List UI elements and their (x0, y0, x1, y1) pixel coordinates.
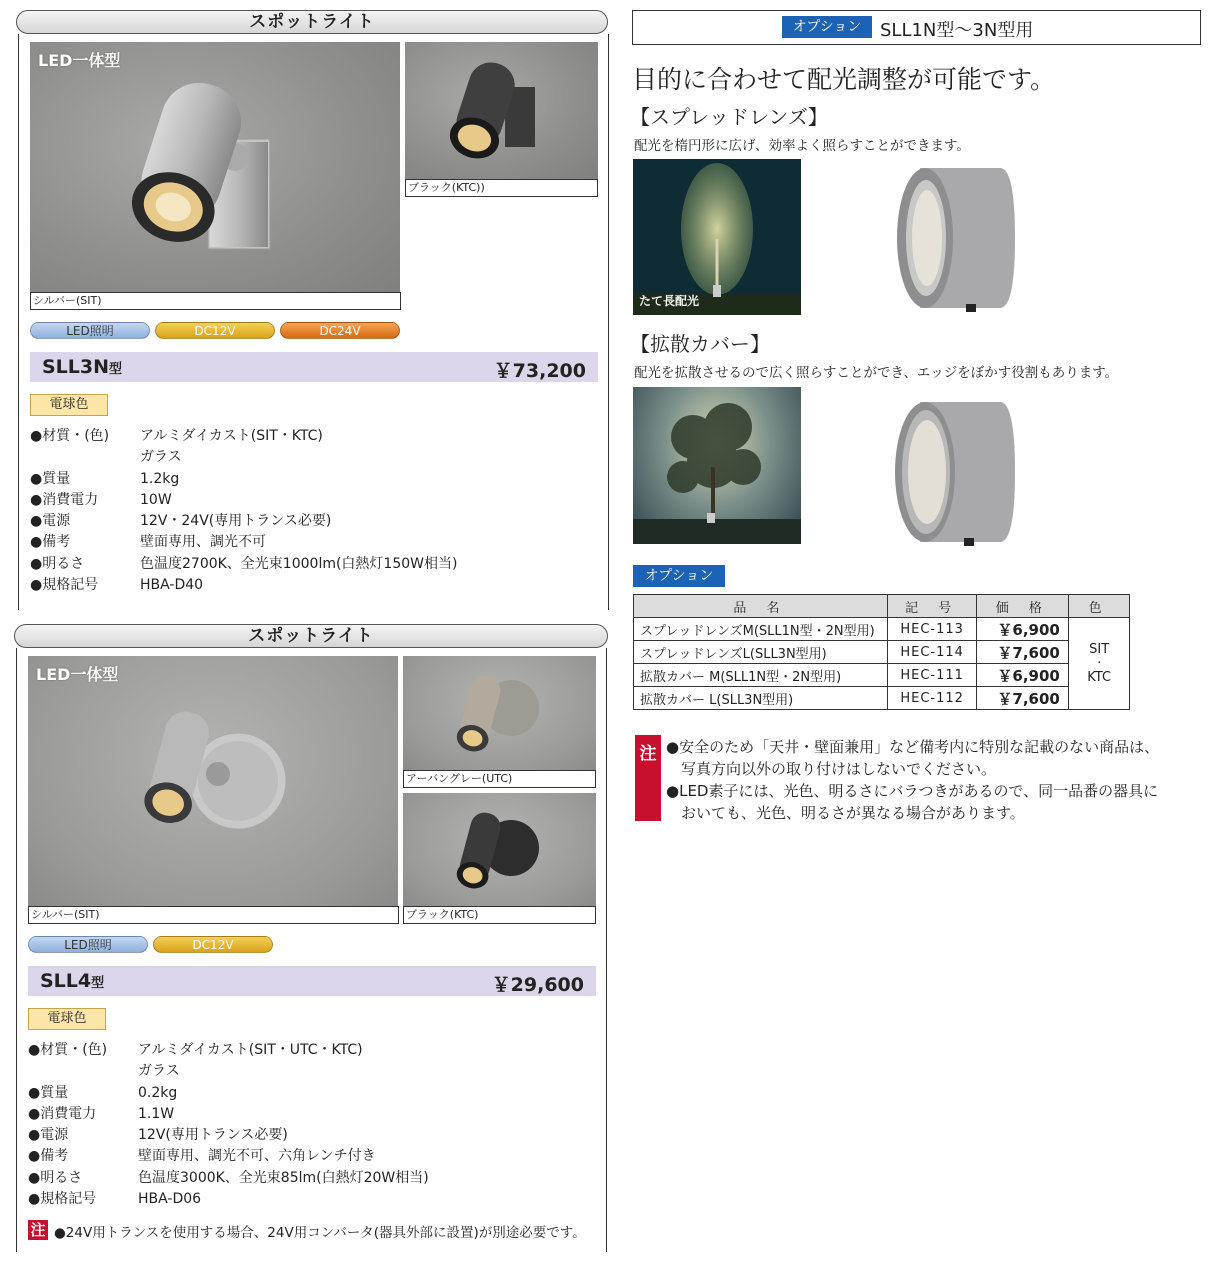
spec-row (28, 1061, 598, 1082)
option-table-badge: オプション (633, 565, 725, 587)
spotlight-illustration (28, 656, 398, 908)
spotlight-thumb-illustration (405, 42, 598, 180)
spotlight-thumb-illustration (403, 793, 596, 907)
section-title: スポットライト (249, 12, 375, 32)
spec-value: ガラス (140, 449, 182, 466)
spec-row (30, 490, 600, 511)
spec-value: 色温度2700K、全光束1000lm(白熱灯150W相当) (140, 555, 458, 572)
spec-value: 1.2kg (140, 470, 180, 487)
spec-value: 10W (140, 491, 172, 508)
note-text: ●24V用トランスを使用する場合、24V用コンバータ(器具外部に設置)が別途必要です。 (54, 1225, 586, 1241)
section-header-spotlight-2 (14, 624, 608, 648)
photo-label: LED一体型 (36, 665, 119, 684)
note-mark: 注 (635, 735, 661, 821)
section-header-spotlight-1 (16, 10, 608, 34)
spec-row (28, 1189, 598, 1210)
spec-key: ●材質・(色) (28, 1042, 108, 1058)
option-name: スプレッドレンズL(SLL3N型用) (634, 641, 888, 664)
photo-caption: たて長配光 (639, 294, 700, 308)
product-photo-urban-grey (403, 656, 596, 770)
spec-key: ●消費電力 (30, 491, 99, 508)
option-price-table (633, 594, 1130, 710)
spread-lens-desc: 配光を楕円形に広げ、効率よく照らすことができます。 (634, 138, 970, 154)
model-price: ￥73,200 (493, 360, 586, 382)
model-price: ￥29,600 (491, 974, 584, 996)
note-line: ●LED素子には、光色、明るさにバラつきがあるので、同一品番の器具に (666, 782, 1159, 800)
table-row (634, 664, 1130, 687)
spec-key: ●質量 (30, 470, 71, 487)
spread-lens-title: 【スプレッドレンズ】 (630, 105, 828, 129)
spread-lens-product-photo (880, 158, 1040, 318)
note-line: おいても、光色、明るさが異なる場合があります。 (666, 804, 1025, 822)
col-header-color: 色 (1069, 595, 1130, 618)
spec-row (28, 1104, 598, 1125)
option-price: ￥7,600 (977, 687, 1069, 710)
badge-led: LED照明 (30, 322, 150, 339)
option-code: HEC-112 (887, 687, 977, 710)
section-divider (608, 34, 609, 610)
spec-row (28, 1083, 598, 1104)
diffuse-cover-product-photo (880, 392, 1040, 552)
section-divider (18, 34, 19, 610)
option-name: 拡散カバー L(SLL3N型用) (634, 687, 888, 710)
badge-dc24v: DC24V (280, 322, 400, 339)
diffuse-cover-scene-photo (633, 387, 801, 544)
note-line: ●安全のため「天井・壁面兼用」など備考内に特別な記載のない商品は、 (666, 738, 1160, 756)
option-price: ￥7,600 (977, 641, 1069, 664)
spec-row (28, 1146, 598, 1167)
option-code: HEC-111 (887, 664, 977, 687)
section-title: スポットライト (248, 626, 374, 646)
spec-key (30, 447, 140, 468)
spread-lens-scene-photo (633, 159, 801, 315)
badge-led: LED照明 (28, 936, 148, 953)
spec-key: ●規格記号 (30, 577, 99, 594)
spec-row (28, 1168, 598, 1189)
spec-key: ●規格記号 (28, 1191, 97, 1208)
option-color: SIT · KTC (1069, 618, 1130, 710)
spec-key: ●消費電力 (28, 1105, 97, 1122)
spec-value: 色温度3000K、全光束85lm(白熱灯20W相当) (138, 1169, 429, 1186)
product-photo-black (403, 793, 596, 907)
table-row (634, 618, 1130, 641)
tree-light-illustration (633, 387, 801, 544)
spec-value: 壁面専用、調光不可 (140, 534, 266, 551)
spec-value: 壁面専用、調光不可、六角レンチ付き (138, 1148, 376, 1165)
col-header-price: 価 格 (977, 595, 1069, 618)
headline: 目的に合わせて配光調整が可能です。 (632, 65, 1056, 94)
spec-row (30, 575, 600, 596)
spec-key: ●質量 (28, 1084, 69, 1101)
table-header-row (634, 595, 1130, 618)
model-bar (30, 352, 598, 382)
option-name: 拡散カバー M(SLL1N型・2N型用) (634, 664, 888, 687)
spotlight-illustration (30, 42, 400, 294)
spec-value: 1.1W (138, 1105, 175, 1122)
table-row (634, 687, 1130, 710)
col-header-name: 品 名 (634, 595, 888, 618)
diffuse-cover-title: 【拡散カバー】 (630, 332, 770, 356)
spec-value: 12V・24V(専用トランス必要) (140, 513, 332, 530)
diffuse-cover-illustration (880, 392, 1040, 552)
spec-row (28, 1040, 598, 1061)
option-code: HEC-113 (887, 618, 977, 641)
spec-row (30, 554, 600, 575)
spec-list (28, 1040, 598, 1210)
photo-caption: シルバー(SIT) (28, 906, 399, 924)
diffuse-cover-desc: 配光を拡散させるので広く照らすことができ、エッジをぼかす役割もあります。 (634, 365, 1119, 381)
spec-row (28, 1125, 598, 1146)
spec-row (30, 511, 600, 532)
bulb-color-tag: 電球色 (28, 1008, 106, 1030)
bulb-color-tag: 電球色 (30, 394, 108, 416)
option-header-title: SLL1N型～3N型用 (880, 20, 1034, 41)
option-badge: オプション (782, 16, 872, 38)
model-name: SLL4型 (40, 970, 105, 992)
spec-value: HBA-D06 (138, 1191, 202, 1208)
note-line: 写真方向以外の取り付けはしないでください。 (666, 760, 997, 778)
model-name: SLL3N型 (42, 356, 123, 378)
spec-row (30, 447, 600, 468)
spec-key: ●備考 (30, 534, 71, 551)
table-row (634, 641, 1130, 664)
col-header-code: 記 号 (887, 595, 977, 618)
spec-list (30, 426, 600, 596)
product-photo-silver (30, 42, 400, 294)
spec-row (30, 469, 600, 490)
photo-caption: シルバー(SIT) (30, 292, 401, 310)
spec-key: ●明るさ (30, 555, 85, 572)
option-price: ￥6,900 (977, 664, 1069, 687)
product-photo-silver (28, 656, 398, 908)
spec-key: ●材質・(色) (30, 428, 110, 444)
spec-row (30, 532, 600, 553)
spec-value: アルミダイカスト(SIT・UTC・KTC) (138, 1042, 363, 1058)
spec-value: ガラス (138, 1063, 180, 1080)
product-photo-black (405, 42, 598, 180)
spec-key: ●明るさ (28, 1169, 83, 1186)
option-code: HEC-114 (887, 641, 977, 664)
model-bar (28, 966, 596, 996)
option-price: ￥6,900 (977, 618, 1069, 641)
spec-key: ●備考 (28, 1148, 69, 1165)
note-mark: 注 (28, 1220, 48, 1240)
spec-value: HBA-D40 (140, 577, 204, 594)
photo-caption: ブラック(KTC)) (405, 179, 598, 197)
section-divider (16, 648, 17, 1252)
badge-dc12v: DC12V (153, 936, 273, 953)
spec-key (28, 1061, 138, 1082)
photo-label: LED一体型 (38, 51, 121, 70)
spec-value: 12V(専用トランス必要) (138, 1127, 288, 1144)
spec-value: 0.2kg (138, 1084, 178, 1101)
section-divider (606, 648, 607, 1252)
option-name: スプレッドレンズM(SLL1N型・2N型用) (634, 618, 888, 641)
photo-caption: ブラック(KTC) (403, 906, 596, 924)
spotlight-thumb-illustration (403, 656, 596, 770)
badge-dc12v: DC12V (155, 322, 275, 339)
spec-row (30, 426, 600, 447)
spec-value: アルミダイカスト(SIT・KTC) (140, 428, 323, 444)
spec-key: ●電源 (30, 513, 71, 530)
spread-lens-illustration (880, 158, 1040, 318)
spec-key: ●電源 (28, 1127, 69, 1144)
photo-caption: アーバングレー(UTC) (403, 770, 596, 788)
